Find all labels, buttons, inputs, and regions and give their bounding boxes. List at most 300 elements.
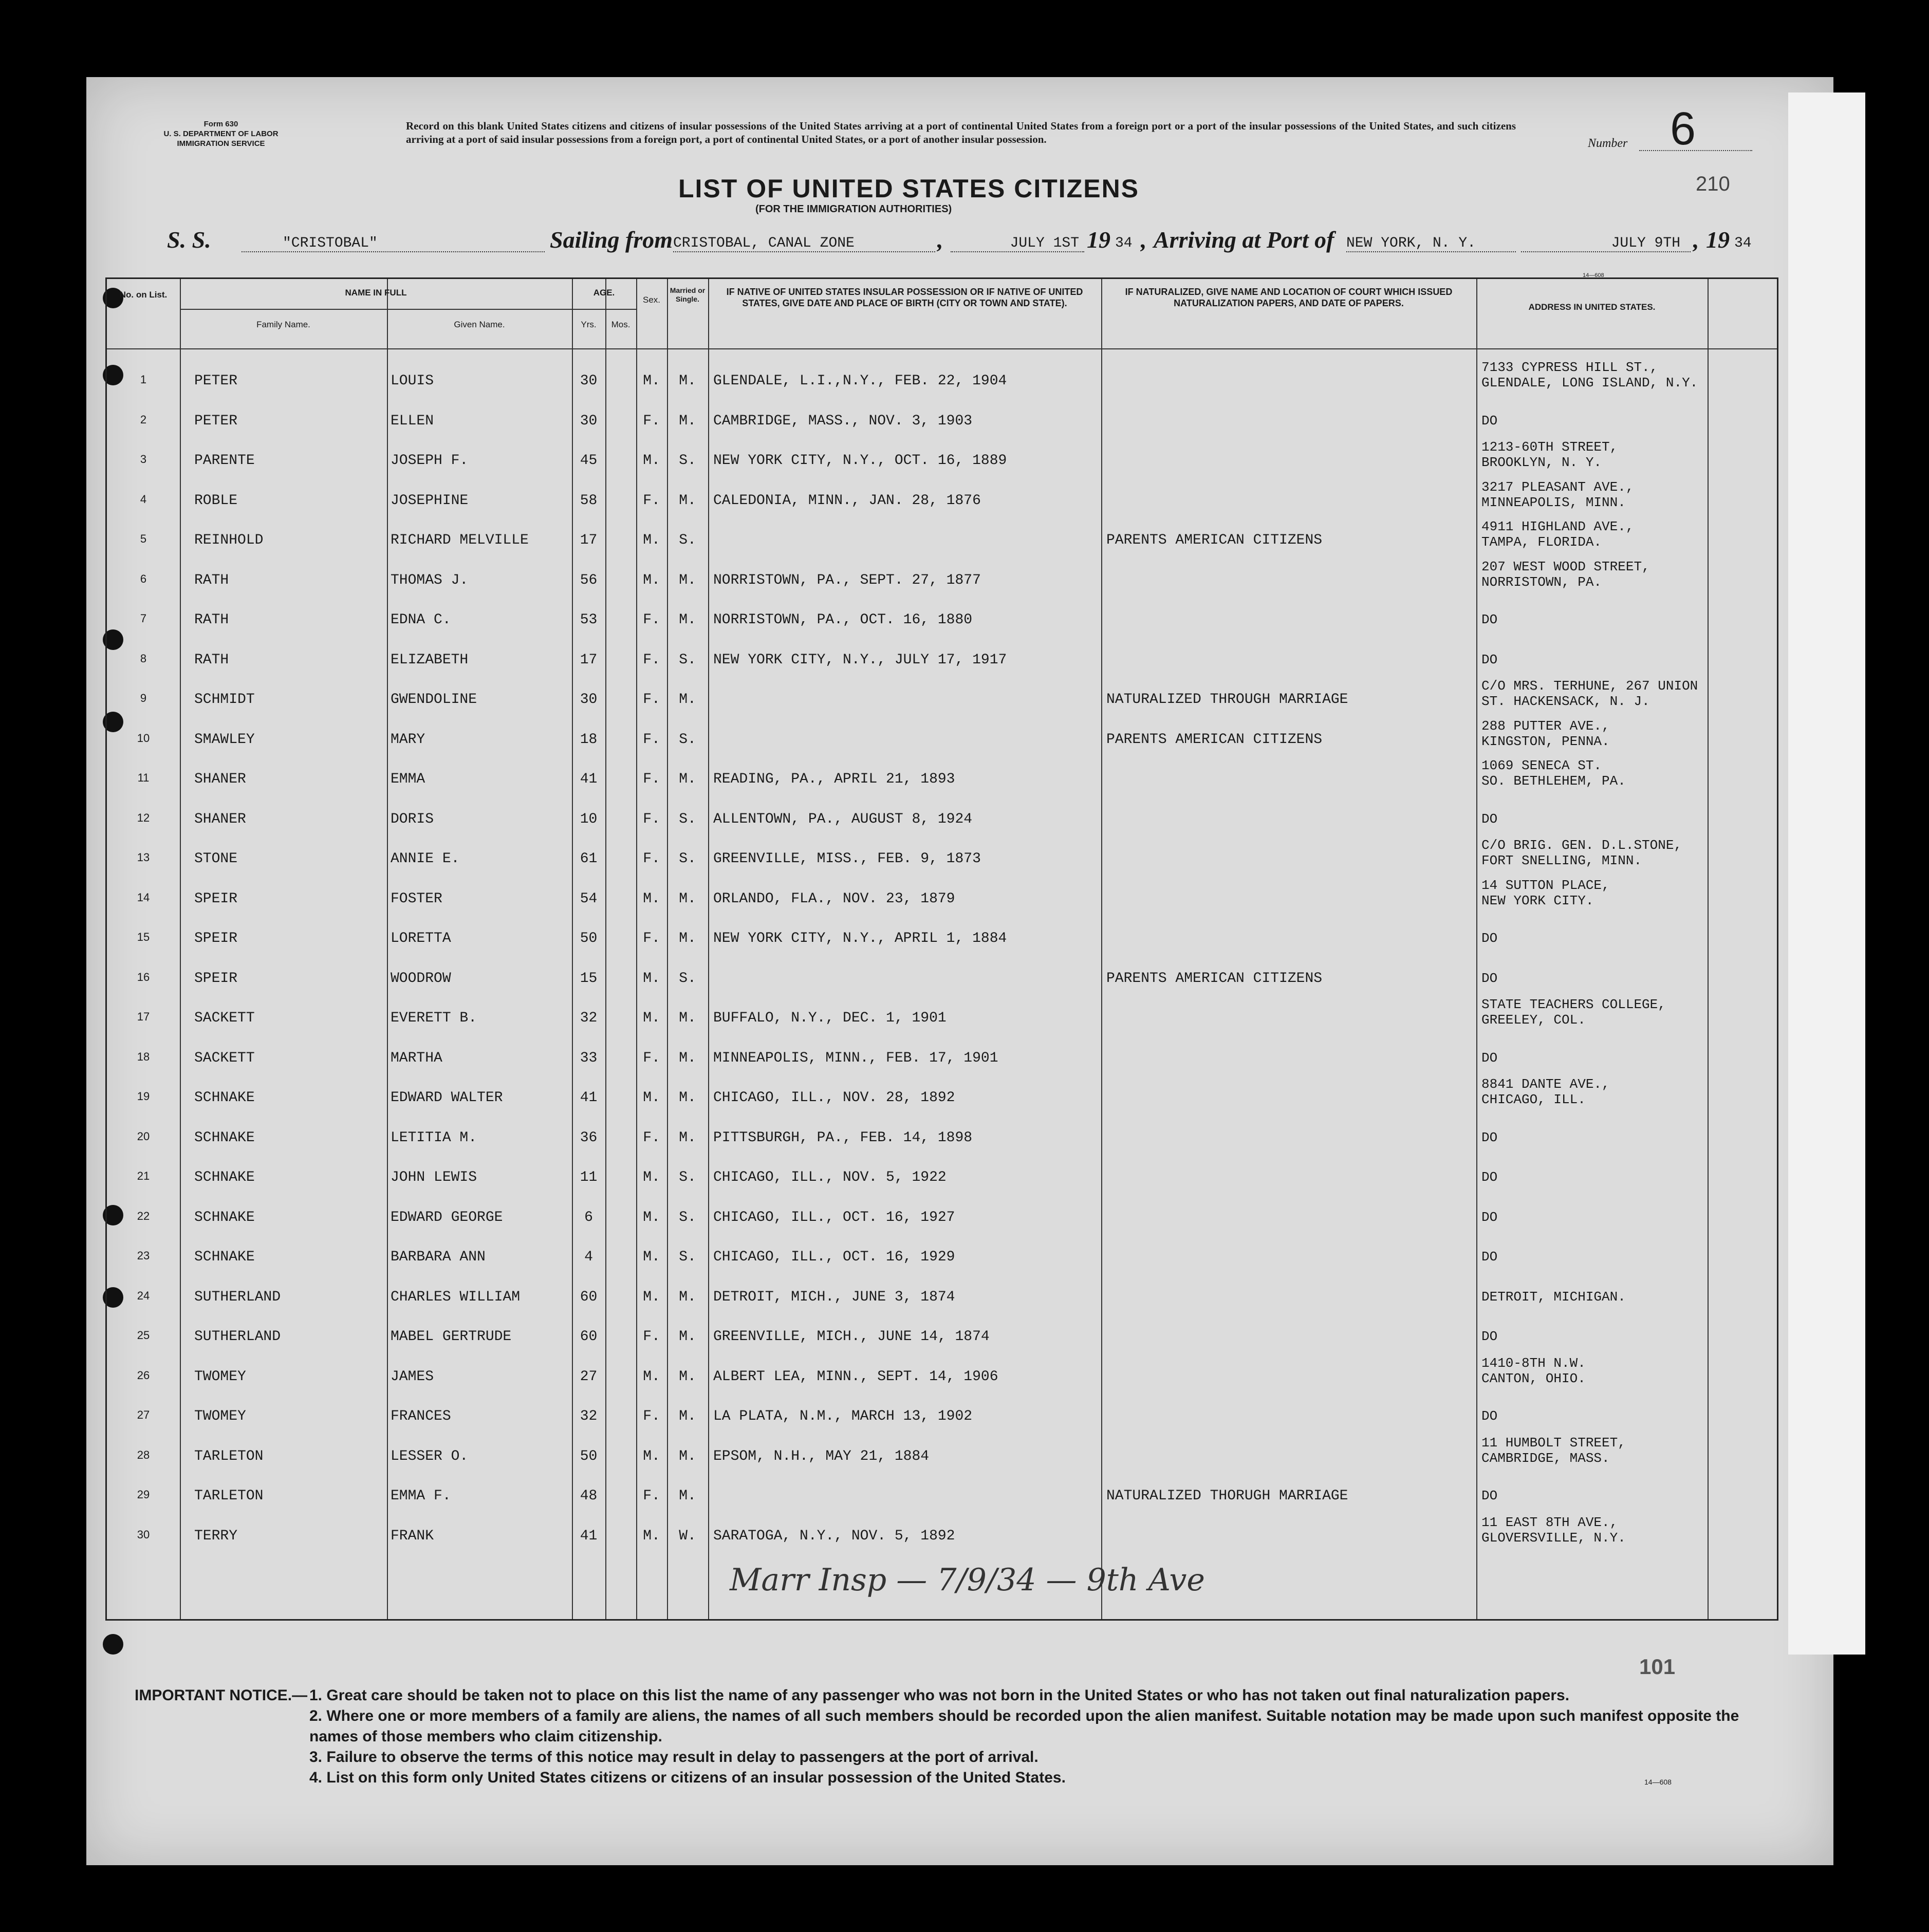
table-row <box>107 1514 1777 1559</box>
cell-family: PETER <box>194 373 238 389</box>
cell-no: 9 <box>140 692 147 704</box>
cell-yrs: 41 <box>580 771 598 787</box>
cell-address: DO <box>1481 1050 1498 1066</box>
arrival-port: NEW YORK, N. Y. <box>1346 235 1516 252</box>
cell-yrs: 41 <box>580 1090 598 1106</box>
cell-address: DO <box>1481 1249 1498 1265</box>
cell-no: 3 <box>140 453 147 466</box>
cell-sex: M. <box>643 1448 660 1464</box>
cell-given: FRANK <box>391 1528 434 1544</box>
cell-family: SPEIR <box>194 890 238 907</box>
cell-yrs: 10 <box>580 811 598 827</box>
cell-sex: F. <box>643 492 660 509</box>
cell-birth: NEW YORK CITY, N.Y., JULY 17, 1917 <box>713 652 1007 668</box>
cell-no: 10 <box>137 731 150 745</box>
cell-given: LORETTA <box>391 931 451 946</box>
cell-family: SACKETT <box>194 1050 255 1066</box>
top-form-code: 14—608 <box>1583 272 1604 278</box>
table-row <box>107 1076 1777 1121</box>
cell-birth: CHICAGO, ILL., NOV. 28, 1892 <box>713 1090 955 1106</box>
cell-given: EDWARD WALTER <box>391 1090 503 1106</box>
col-header-given: Given Name. <box>454 320 505 329</box>
sheet-number: 210 <box>1696 173 1730 195</box>
cell-no: 22 <box>137 1209 150 1222</box>
cell-no: 8 <box>140 652 147 665</box>
cell-sex: F. <box>643 612 660 628</box>
cell-sex: F. <box>643 771 660 787</box>
form-number: Form 630 <box>203 120 238 128</box>
cell-yrs: 11 <box>580 1169 598 1185</box>
cell-sex: M. <box>643 1010 660 1026</box>
table-row <box>107 559 1777 603</box>
cell-family: SPEIR <box>194 970 238 987</box>
cell-address: 14 SUTTON PLACE, NEW YORK CITY. <box>1481 877 1610 908</box>
passenger-table <box>105 277 1778 1621</box>
cell-sex: F. <box>643 1488 660 1504</box>
cell-naturalized: NATURALIZED THORUGH MARRIAGE <box>1106 1488 1348 1504</box>
cell-marital: M. <box>679 692 696 708</box>
cell-given: WOODROW <box>391 970 451 987</box>
cell-given: JOHN LEWIS <box>391 1169 477 1185</box>
cell-yrs: 61 <box>580 851 598 867</box>
cell-no: 2 <box>140 413 147 426</box>
cell-marital: M. <box>679 771 696 787</box>
cell-yrs: 36 <box>580 1129 598 1146</box>
cell-address: DO <box>1481 413 1498 429</box>
cell-birth: CALEDONIA, MINN., JAN. 28, 1876 <box>713 492 981 509</box>
cell-naturalized: NATURALIZED THROUGH MARRIAGE <box>1106 692 1348 708</box>
cell-address: DO <box>1481 1408 1498 1424</box>
footer-form-code: 14—608 <box>1644 1778 1672 1786</box>
cell-address: 7133 CYPRESS HILL ST., GLENDALE, LONG ISLAND, N.Y. <box>1481 360 1698 391</box>
table-row <box>107 603 1777 643</box>
table-row <box>107 1399 1777 1439</box>
ss-label: S. S. <box>167 227 211 253</box>
cell-marital: S. <box>679 970 696 987</box>
cell-yrs: 60 <box>580 1329 598 1345</box>
cell-address: 1069 SENECA ST. SO. BETHLEHEM, PA. <box>1481 758 1626 789</box>
cell-given: EVERETT B. <box>391 1010 477 1026</box>
cell-address: 11 EAST 8TH AVE., GLOVERSVILLE, N.Y. <box>1481 1514 1626 1546</box>
cell-no: 29 <box>137 1488 150 1501</box>
cell-birth: CHICAGO, ILL., OCT. 16, 1929 <box>713 1249 955 1265</box>
table-row <box>107 921 1777 961</box>
cell-marital: M. <box>679 1050 696 1066</box>
record-instructions: Record on this blank United States citizens and citizens of insular possessions of the United States arriving at a port of continental United States from a foreign port or a port of the insular possessions of the United States, and such citizens arriving at a port of said insular possessions from a foreign port, a port of continental United States, or a port of another insular possession. <box>406 120 1516 145</box>
cell-sex: F. <box>643 413 660 429</box>
cell-no: 14 <box>137 890 150 904</box>
cell-yrs: 4 <box>584 1249 593 1265</box>
table-row <box>107 1041 1777 1081</box>
table-row <box>107 678 1777 722</box>
cell-no: 25 <box>137 1329 150 1342</box>
cell-marital: S. <box>679 1169 696 1185</box>
notice-item: 3. Failure to observe the terms of this notice may result in delay to passengers at the port of arrival. <box>309 1749 1038 1766</box>
page-stamp: 101 <box>1639 1655 1676 1679</box>
cell-birth: SARATOGA, N.Y., NOV. 5, 1892 <box>713 1528 955 1544</box>
cell-given: FOSTER <box>391 890 442 907</box>
cell-yrs: 17 <box>580 652 598 668</box>
cell-no: 12 <box>137 811 150 824</box>
cell-given: ELLEN <box>391 413 434 429</box>
cell-address: DO <box>1481 652 1498 667</box>
cell-yrs: 32 <box>580 1408 598 1424</box>
ship-name: "CRISTOBAL" <box>242 235 545 252</box>
cell-no: 21 <box>137 1169 150 1182</box>
cell-marital: S. <box>679 453 696 469</box>
cell-yrs: 15 <box>580 970 598 987</box>
cell-family: SHANER <box>194 811 246 827</box>
table-row <box>107 1240 1777 1280</box>
cell-address: DO <box>1481 931 1498 946</box>
cell-no: 1 <box>140 373 147 386</box>
cell-family: SCHNAKE <box>194 1169 255 1185</box>
cell-marital: M. <box>679 1408 696 1424</box>
cell-no: 23 <box>137 1249 150 1262</box>
cell-marital: M. <box>679 492 696 509</box>
cell-address: 288 PUTTER AVE., KINGSTON, PENNA. <box>1481 718 1610 749</box>
cell-birth: DETROIT, MICH., JUNE 3, 1874 <box>713 1289 955 1305</box>
cell-marital: S. <box>679 532 696 548</box>
cell-yrs: 30 <box>580 692 598 708</box>
cell-birth: GLENDALE, L.I.,N.Y., FEB. 22, 1904 <box>713 373 1007 389</box>
cell-no: 17 <box>137 1010 150 1023</box>
table-row <box>107 1121 1777 1161</box>
cell-given: JAMES <box>391 1368 434 1385</box>
col-header-address: ADDRESS IN UNITED STATES. <box>1528 302 1656 312</box>
binder-hole <box>103 1634 123 1655</box>
cell-birth: ORLANDO, FLA., NOV. 23, 1879 <box>713 890 955 907</box>
cell-address: 11 HUMBOLT STREET, CAMBRIDGE, MASS. <box>1481 1435 1626 1466</box>
cell-birth: BUFFALO, N.Y., DEC. 1, 1901 <box>713 1010 947 1026</box>
cell-marital: M. <box>679 1010 696 1026</box>
cell-birth: NEW YORK CITY, N.Y., APRIL 1, 1884 <box>713 931 1007 946</box>
cell-marital: S. <box>679 652 696 668</box>
cell-yrs: 41 <box>580 1528 598 1544</box>
cell-address: DETROIT, MICHIGAN. <box>1481 1289 1626 1305</box>
cell-birth: READING, PA., APRIL 21, 1893 <box>713 771 955 787</box>
cell-marital: S. <box>679 811 696 827</box>
table-row <box>107 1435 1777 1479</box>
cell-address: 207 WEST WOOD STREET, NORRISTOWN, PA. <box>1481 559 1650 590</box>
cell-birth: GREENVILLE, MISS., FEB. 9, 1873 <box>713 851 981 867</box>
cell-given: EDWARD GEORGE <box>391 1209 503 1225</box>
cell-sex: F. <box>643 1050 660 1066</box>
cell-no: 15 <box>137 931 150 943</box>
cell-address: C/O MRS. TERHUNE, 267 UNION ST. HACKENSACK, N. J. <box>1481 678 1698 709</box>
cell-given: BARBARA ANN <box>391 1249 486 1265</box>
cell-family: RATH <box>194 612 229 628</box>
cell-family: TERRY <box>194 1528 238 1544</box>
cell-marital: M. <box>679 612 696 628</box>
department-name: U. S. DEPARTMENT OF LABOR <box>163 129 279 138</box>
cell-sex: F. <box>643 652 660 668</box>
cell-address: C/O BRIG. GEN. D.L.STONE, FORT SNELLING, MINN. <box>1481 838 1682 868</box>
table-row <box>107 479 1777 524</box>
cell-family: SCHNAKE <box>194 1249 255 1265</box>
cell-yrs: 33 <box>580 1050 598 1066</box>
cell-address: DO <box>1481 1329 1498 1344</box>
cell-marital: M. <box>679 1289 696 1305</box>
cell-sex: F. <box>643 1329 660 1345</box>
cell-yrs: 30 <box>580 373 598 389</box>
cell-sex: M. <box>643 453 660 469</box>
cell-marital: M. <box>679 413 696 429</box>
cell-birth: CAMBRIDGE, MASS., NOV. 3, 1903 <box>713 413 973 429</box>
cell-given: EDNA C. <box>391 612 451 628</box>
notice-item: 4. List on this form only United States citizens or citizens of an insular possession of the United States. <box>309 1769 1066 1786</box>
cell-given: MARTHA <box>391 1050 442 1066</box>
cell-sex: M. <box>643 1090 660 1106</box>
cell-marital: M. <box>679 572 696 588</box>
cell-address: DO <box>1481 1129 1498 1145</box>
cell-family: TARLETON <box>194 1488 264 1504</box>
cell-given: LOUIS <box>391 373 434 389</box>
cell-marital: S. <box>679 731 696 748</box>
cell-family: SHANER <box>194 771 246 787</box>
cell-birth: ALBERT LEA, MINN., SEPT. 14, 1906 <box>713 1368 998 1385</box>
cell-no: 26 <box>137 1368 150 1382</box>
cell-family: SACKETT <box>194 1010 255 1026</box>
cell-no: 16 <box>137 970 150 983</box>
cell-birth: NEW YORK CITY, N.Y., OCT. 16, 1889 <box>713 453 1007 469</box>
cell-address: 4911 HIGHLAND AVE., TAMPA, FLORIDA. <box>1481 519 1634 550</box>
table-row <box>107 718 1777 763</box>
cell-given: LETITIA M. <box>391 1129 477 1146</box>
cell-yrs: 30 <box>580 413 598 429</box>
cell-family: STONE <box>194 851 238 867</box>
table-row <box>107 1355 1777 1400</box>
cell-given: EMMA F. <box>391 1488 451 1504</box>
notice-lead: IMPORTANT NOTICE.— <box>135 1687 308 1704</box>
cell-family: SCHMIDT <box>194 692 255 708</box>
cell-birth: LA PLATA, N.M., MARCH 13, 1902 <box>713 1408 973 1424</box>
cell-sex: F. <box>643 1408 660 1424</box>
table-row <box>107 961 1777 1001</box>
cell-sex: M. <box>643 532 660 548</box>
comma: , <box>937 227 943 253</box>
cell-naturalized: PARENTS AMERICAN CITIZENS <box>1106 532 1323 548</box>
inspector-note: Marr Insp — 7/9/34 — 9th Ave <box>730 1562 1205 1598</box>
cell-given: FRANCES <box>391 1408 451 1424</box>
cell-sex: F. <box>643 811 660 827</box>
col-header-age: AGE. <box>593 288 615 298</box>
cell-sex: M. <box>643 572 660 588</box>
cell-sex: F. <box>643 731 660 748</box>
cell-yrs: 50 <box>580 1448 598 1464</box>
table-row <box>107 877 1777 922</box>
cell-yrs: 54 <box>580 890 598 907</box>
cell-birth: EPSOM, N.H., MAY 21, 1884 <box>713 1448 930 1464</box>
cell-yrs: 50 <box>580 931 598 946</box>
cell-sex: F. <box>643 1129 660 1146</box>
cell-sex: M. <box>643 1249 660 1265</box>
cell-marital: M. <box>679 1090 696 1106</box>
cell-family: RATH <box>194 572 229 588</box>
cell-family: SMAWLEY <box>194 731 255 748</box>
arrival-year-prefix: 19 <box>1706 227 1730 253</box>
col-header-yrs: Yrs. <box>581 320 597 329</box>
cell-yrs: 53 <box>580 612 598 628</box>
cell-family: SCHNAKE <box>194 1129 255 1146</box>
col-header-naturalized: IF NATURALIZED, GIVE NAME AND LOCATION OF COURT WHICH ISSUED NATURALIZATION PAPERS, AND DATE OF PAPERS. <box>1125 287 1453 308</box>
cell-no: 20 <box>137 1129 150 1143</box>
cell-yrs: 18 <box>580 731 598 748</box>
cell-address: DO <box>1481 612 1498 627</box>
cell-given: ELIZABETH <box>391 652 469 668</box>
arrival-year: 34 <box>1734 235 1752 251</box>
cell-birth: CHICAGO, ILL., OCT. 16, 1927 <box>713 1209 955 1225</box>
cell-marital: M. <box>679 890 696 907</box>
paper-edge <box>1788 92 1865 1655</box>
cell-no: 30 <box>137 1528 150 1541</box>
sailing-from: CRISTOBAL, CANAL ZONE <box>673 235 935 252</box>
cell-family: SCHNAKE <box>194 1090 255 1106</box>
cell-no: 11 <box>137 771 150 784</box>
cell-yrs: 48 <box>580 1488 598 1504</box>
col-header-sex: Sex. <box>642 295 661 305</box>
table-row <box>107 802 1777 842</box>
page-title: LIST OF UNITED STATES CITIZENS <box>678 174 1140 203</box>
cell-family: RATH <box>194 652 229 668</box>
cell-yrs: 6 <box>584 1209 593 1225</box>
page-subtitle: (FOR THE IMMIGRATION AUTHORITIES) <box>755 203 952 215</box>
cell-family: SPEIR <box>194 931 238 946</box>
cell-yrs: 60 <box>580 1289 598 1305</box>
service-name: IMMIGRATION SERVICE <box>177 139 265 148</box>
cell-yrs: 58 <box>580 492 598 509</box>
cell-no: 6 <box>140 572 147 585</box>
cell-birth: NORRISTOWN, PA., SEPT. 27, 1877 <box>713 572 981 588</box>
arriving-label: Arriving at Port of <box>1154 227 1334 253</box>
cell-birth: NORRISTOWN, PA., OCT. 16, 1880 <box>713 612 973 628</box>
cell-birth: PITTSBURGH, PA., FEB. 14, 1898 <box>713 1129 973 1146</box>
cell-sex: F. <box>643 851 660 867</box>
cell-given: CHARLES WILLIAM <box>391 1289 521 1305</box>
cell-address: 8841 DANTE AVE., CHICAGO, ILL. <box>1481 1076 1610 1107</box>
cell-birth: GREENVILLE, MICH., JUNE 14, 1874 <box>713 1329 990 1345</box>
cell-given: EMMA <box>391 771 425 787</box>
table-row <box>107 1200 1777 1240</box>
table-row <box>107 758 1777 802</box>
cell-no: 18 <box>137 1050 150 1063</box>
cell-address: STATE TEACHERS COLLEGE, GREELEY, COL. <box>1481 997 1666 1028</box>
cell-marital: M. <box>679 1368 696 1385</box>
cell-sex: F. <box>643 692 660 708</box>
col-header-name: NAME IN FULL <box>345 288 407 298</box>
cell-no: 19 <box>137 1090 150 1103</box>
cell-given: DORIS <box>391 811 434 827</box>
cell-no: 27 <box>137 1408 150 1421</box>
cell-no: 24 <box>137 1289 150 1302</box>
cell-naturalized: PARENTS AMERICAN CITIZENS <box>1106 731 1323 748</box>
cell-sex: M. <box>643 970 660 987</box>
cell-no: 13 <box>137 851 150 864</box>
list-number: 6 <box>1670 103 1696 155</box>
cell-marital: S. <box>679 1209 696 1225</box>
cell-family: SUTHERLAND <box>194 1289 281 1305</box>
col-header-birth: IF NATIVE OF UNITED STATES INSULAR POSSESSION OR IF NATIVE OF UNITED STATES, GIVE DATE AND PLACE OF BIRTH (CITY OR TOWN AND STATE). <box>726 287 1083 308</box>
cell-no: 4 <box>140 492 147 506</box>
table-row <box>107 1479 1777 1519</box>
cell-sex: M. <box>643 1289 660 1305</box>
cell-no: 7 <box>140 612 147 625</box>
sail-date: JULY 1ST <box>951 235 1084 252</box>
cell-family: REINHOLD <box>194 532 264 548</box>
cell-family: TWOMEY <box>194 1368 246 1385</box>
cell-marital: S. <box>679 1249 696 1265</box>
cell-given: MARY <box>391 731 425 748</box>
cell-marital: M. <box>679 1448 696 1464</box>
table-row <box>107 838 1777 882</box>
comma: , <box>1141 227 1147 253</box>
cell-address: 1410-8TH N.W. CANTON, OHIO. <box>1481 1355 1586 1386</box>
sail-year-prefix: 19 <box>1087 227 1110 253</box>
cell-yrs: 27 <box>580 1368 598 1385</box>
cell-family: TARLETON <box>194 1448 264 1464</box>
cell-address: DO <box>1481 1209 1498 1225</box>
table-row <box>107 439 1777 484</box>
cell-marital: M. <box>679 1488 696 1504</box>
cell-no: 5 <box>140 532 147 545</box>
cell-marital: W. <box>679 1528 696 1544</box>
cell-sex: M. <box>643 1169 660 1185</box>
cell-sex: M. <box>643 373 660 389</box>
table-row <box>107 997 1777 1041</box>
table-row <box>107 643 1777 683</box>
cell-given: JOSEPHINE <box>391 492 469 509</box>
notice-item: 2. Where one or more members of a family are aliens, the names of all such members should be recorded upon the alien manifest. Suitable notation may be made upon such manifest opposite the names of those members who claim citizenship. <box>309 1707 1739 1745</box>
table-row <box>107 519 1777 563</box>
cell-yrs: 17 <box>580 532 598 548</box>
cell-address: DO <box>1481 811 1498 827</box>
cell-family: PETER <box>194 413 238 429</box>
cell-given: THOMAS J. <box>391 572 469 588</box>
table-row <box>107 1160 1777 1200</box>
col-header-family: Family Name. <box>256 320 310 329</box>
cell-yrs: 32 <box>580 1010 598 1026</box>
form-identifier <box>123 119 319 148</box>
cell-sex: M. <box>643 1528 660 1544</box>
sail-year: 34 <box>1115 235 1133 251</box>
cell-birth: ALLENTOWN, PA., AUGUST 8, 1924 <box>713 811 973 827</box>
cell-marital: M. <box>679 1329 696 1345</box>
cell-family: SCHNAKE <box>194 1209 255 1225</box>
cell-marital: M. <box>679 931 696 946</box>
cell-family: PARENTE <box>194 453 255 469</box>
table-row <box>107 360 1777 404</box>
cell-birth: CHICAGO, ILL., NOV. 5, 1922 <box>713 1169 947 1185</box>
cell-family: SUTHERLAND <box>194 1329 281 1345</box>
cell-address: 3217 PLEASANT AVE., MINNEAPOLIS, MINN. <box>1481 479 1634 510</box>
cell-no: 28 <box>137 1448 150 1461</box>
cell-given: MABEL GERTRUDE <box>391 1329 512 1345</box>
col-header-marital: Married or Single. <box>670 286 706 303</box>
cell-address: DO <box>1481 970 1498 986</box>
cell-sex: M. <box>643 1209 660 1225</box>
cell-family: TWOMEY <box>194 1408 246 1424</box>
cell-address: 1213-60TH STREET, BROOKLYN, N. Y. <box>1481 439 1618 470</box>
cell-yrs: 56 <box>580 572 598 588</box>
cell-sex: F. <box>643 931 660 946</box>
cell-given: LESSER O. <box>391 1448 469 1464</box>
number-label: Number <box>1588 137 1628 150</box>
arrival-date: JULY 9TH <box>1521 235 1691 252</box>
cell-marital: M. <box>679 1129 696 1146</box>
cell-address: DO <box>1481 1488 1498 1503</box>
table-row <box>107 1320 1777 1360</box>
cell-given: ANNIE E. <box>391 851 460 867</box>
